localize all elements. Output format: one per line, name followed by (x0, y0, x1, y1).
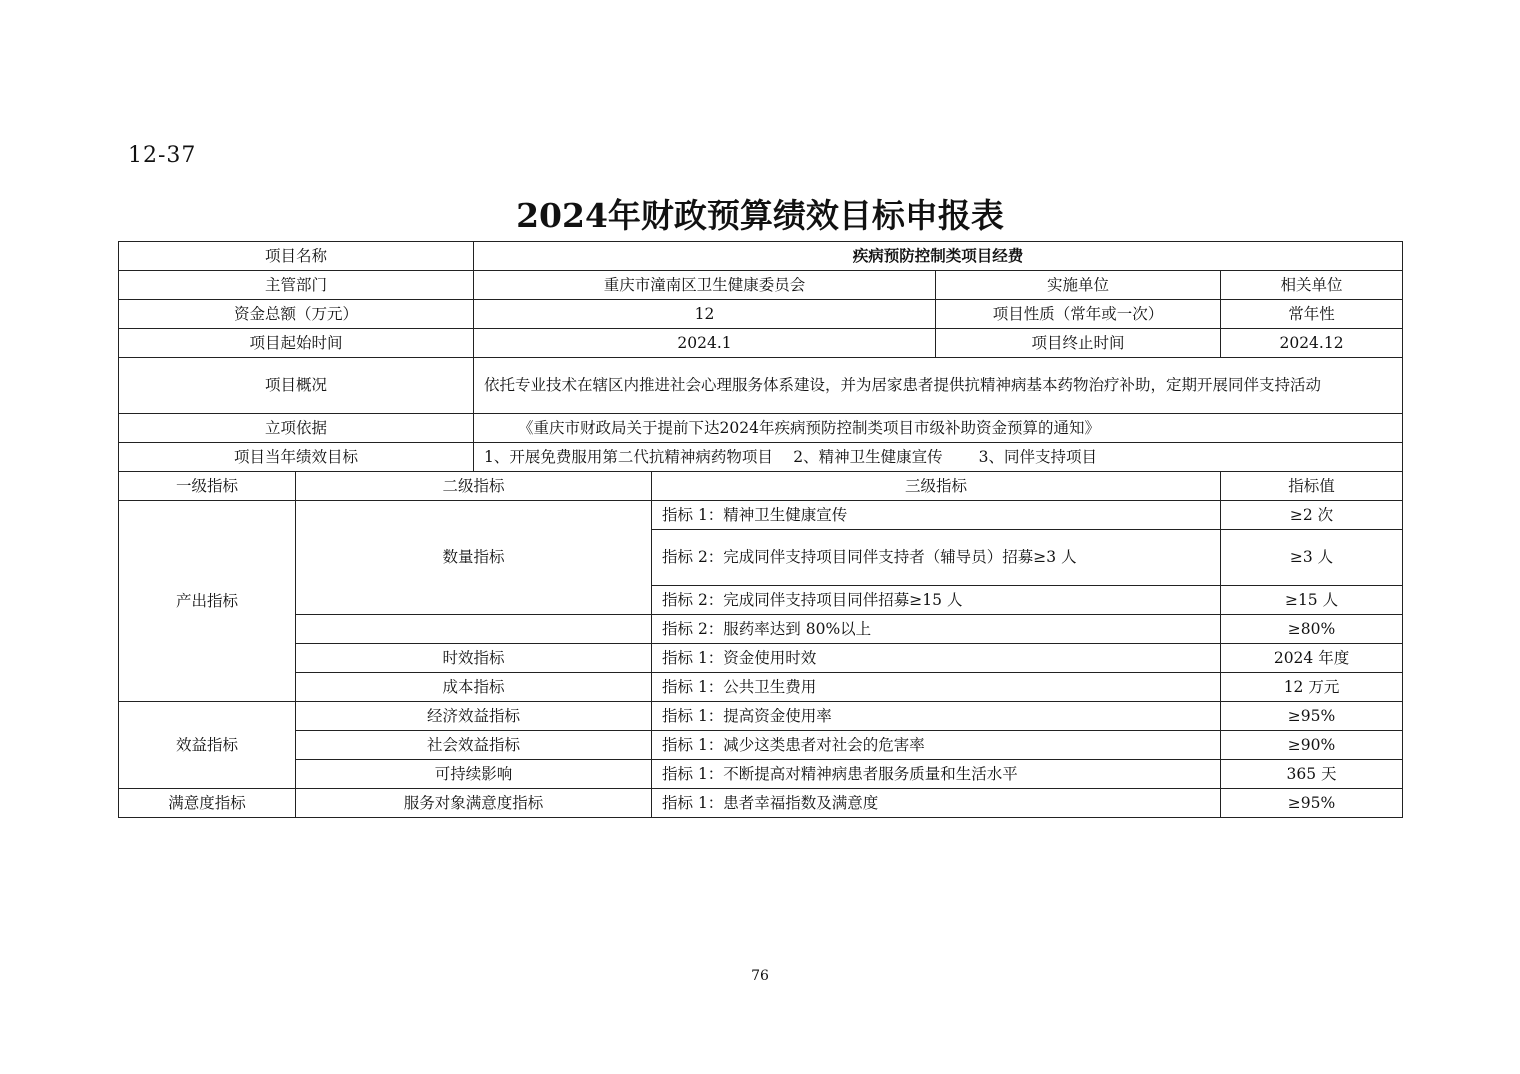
impl-unit-label: 实施单位 (936, 271, 1221, 300)
sub-social: 社会效益指标 (296, 731, 652, 760)
indicator-cell: 指标 1：公共卫生费用 (652, 673, 1221, 702)
table-row (119, 242, 1403, 271)
overview-label: 项目概况 (119, 358, 474, 414)
table-row (119, 760, 1403, 789)
group-output: 产出指标 (119, 501, 296, 702)
start-label: 项目起始时间 (119, 329, 474, 358)
table-row (119, 673, 1403, 702)
indicator-cell: 指标 2：完成同伴支持项目同伴招募≥15 人 (652, 586, 1221, 615)
value-cell: ≥80% (1221, 615, 1403, 644)
value-cell: ≥2 次 (1221, 501, 1403, 530)
table-row (119, 731, 1403, 760)
value-cell: ≥95% (1221, 789, 1403, 818)
value-cell: ≥95% (1221, 702, 1403, 731)
col-header-value: 指标值 (1221, 472, 1403, 501)
column-header-row (119, 472, 1403, 501)
col-header-level1: 一级指标 (119, 472, 296, 501)
value-cell: ≥3 人 (1221, 530, 1403, 586)
sub-quantity: 数量指标 (296, 501, 652, 615)
sub-cost: 成本指标 (296, 673, 652, 702)
goal-label: 项目当年绩效目标 (119, 443, 474, 472)
table-row (119, 501, 1403, 530)
end-value: 2024.12 (1221, 329, 1403, 358)
table-row (119, 358, 1403, 414)
table-row (119, 615, 1403, 644)
table-row (119, 329, 1403, 358)
start-value: 2024.1 (474, 329, 936, 358)
sub-sustain: 可持续影响 (296, 760, 652, 789)
indicator-cell: 指标 2：完成同伴支持项目同伴支持者（辅导员）招募≥3 人 (652, 530, 1221, 586)
table-row (119, 414, 1403, 443)
indicator-cell: 指标 1：资金使用时效 (652, 644, 1221, 673)
project-name-label: 项目名称 (119, 242, 474, 271)
table-row (119, 271, 1403, 300)
table-row (119, 702, 1403, 731)
sub-timeliness: 时效指标 (296, 644, 652, 673)
table-row (119, 443, 1403, 472)
indicator-cell: 指标 1：精神卫生健康宣传 (652, 501, 1221, 530)
page-number: 76 (751, 968, 769, 984)
sub-blank (296, 615, 652, 644)
nature-value: 常年性 (1221, 300, 1403, 329)
funds-label: 资金总额（万元） (119, 300, 474, 329)
goal-value: 1、开展免费服用第二代抗精神病药物项目 2、精神卫生健康宣传 3、同伴支持项目 (474, 443, 1403, 472)
project-name-value: 疾病预防控制类项目经费 (474, 242, 1403, 271)
group-benefit: 效益指标 (119, 702, 296, 789)
indicator-cell: 指标 1：减少这类患者对社会的危害率 (652, 731, 1221, 760)
document-code: 12-37 (128, 143, 197, 168)
indicator-cell: 指标 2：服药率达到 80%以上 (652, 615, 1221, 644)
table-row (119, 300, 1403, 329)
sub-service: 服务对象满意度指标 (296, 789, 652, 818)
funds-value: 12 (474, 300, 936, 329)
end-label: 项目终止时间 (936, 329, 1221, 358)
basis-label: 立项依据 (119, 414, 474, 443)
indicator-cell: 指标 1：不断提高对精神病患者服务质量和生活水平 (652, 760, 1221, 789)
value-cell: ≥90% (1221, 731, 1403, 760)
indicator-cell: 指标 1：提高资金使用率 (652, 702, 1221, 731)
value-cell: 12 万元 (1221, 673, 1403, 702)
budget-performance-table (118, 241, 1403, 818)
indicator-cell: 指标 1：患者幸福指数及满意度 (652, 789, 1221, 818)
col-header-level2: 二级指标 (296, 472, 652, 501)
sub-economic: 经济效益指标 (296, 702, 652, 731)
value-cell: ≥15 人 (1221, 586, 1403, 615)
value-cell: 365 天 (1221, 760, 1403, 789)
group-satisfaction: 满意度指标 (119, 789, 296, 818)
dept-label: 主管部门 (119, 271, 474, 300)
col-header-level3: 三级指标 (652, 472, 1221, 501)
value-cell: 2024 年度 (1221, 644, 1403, 673)
table-row (119, 644, 1403, 673)
page-title: 2024年财政预算绩效目标申报表 (516, 196, 1004, 235)
nature-label: 项目性质（常年或一次） (936, 300, 1221, 329)
overview-value: 依托专业技术在辖区内推进社会心理服务体系建设，并为居家患者提供抗精神病基本药物治疗补助，定期开展同伴支持活动 (474, 358, 1403, 414)
basis-value: 《重庆市财政局关于提前下达2024年疾病预防控制类项目市级补助资金预算的通知》 (474, 414, 1403, 443)
impl-unit-value: 相关单位 (1221, 271, 1403, 300)
table-row (119, 789, 1403, 818)
dept-value: 重庆市潼南区卫生健康委员会 (474, 271, 936, 300)
